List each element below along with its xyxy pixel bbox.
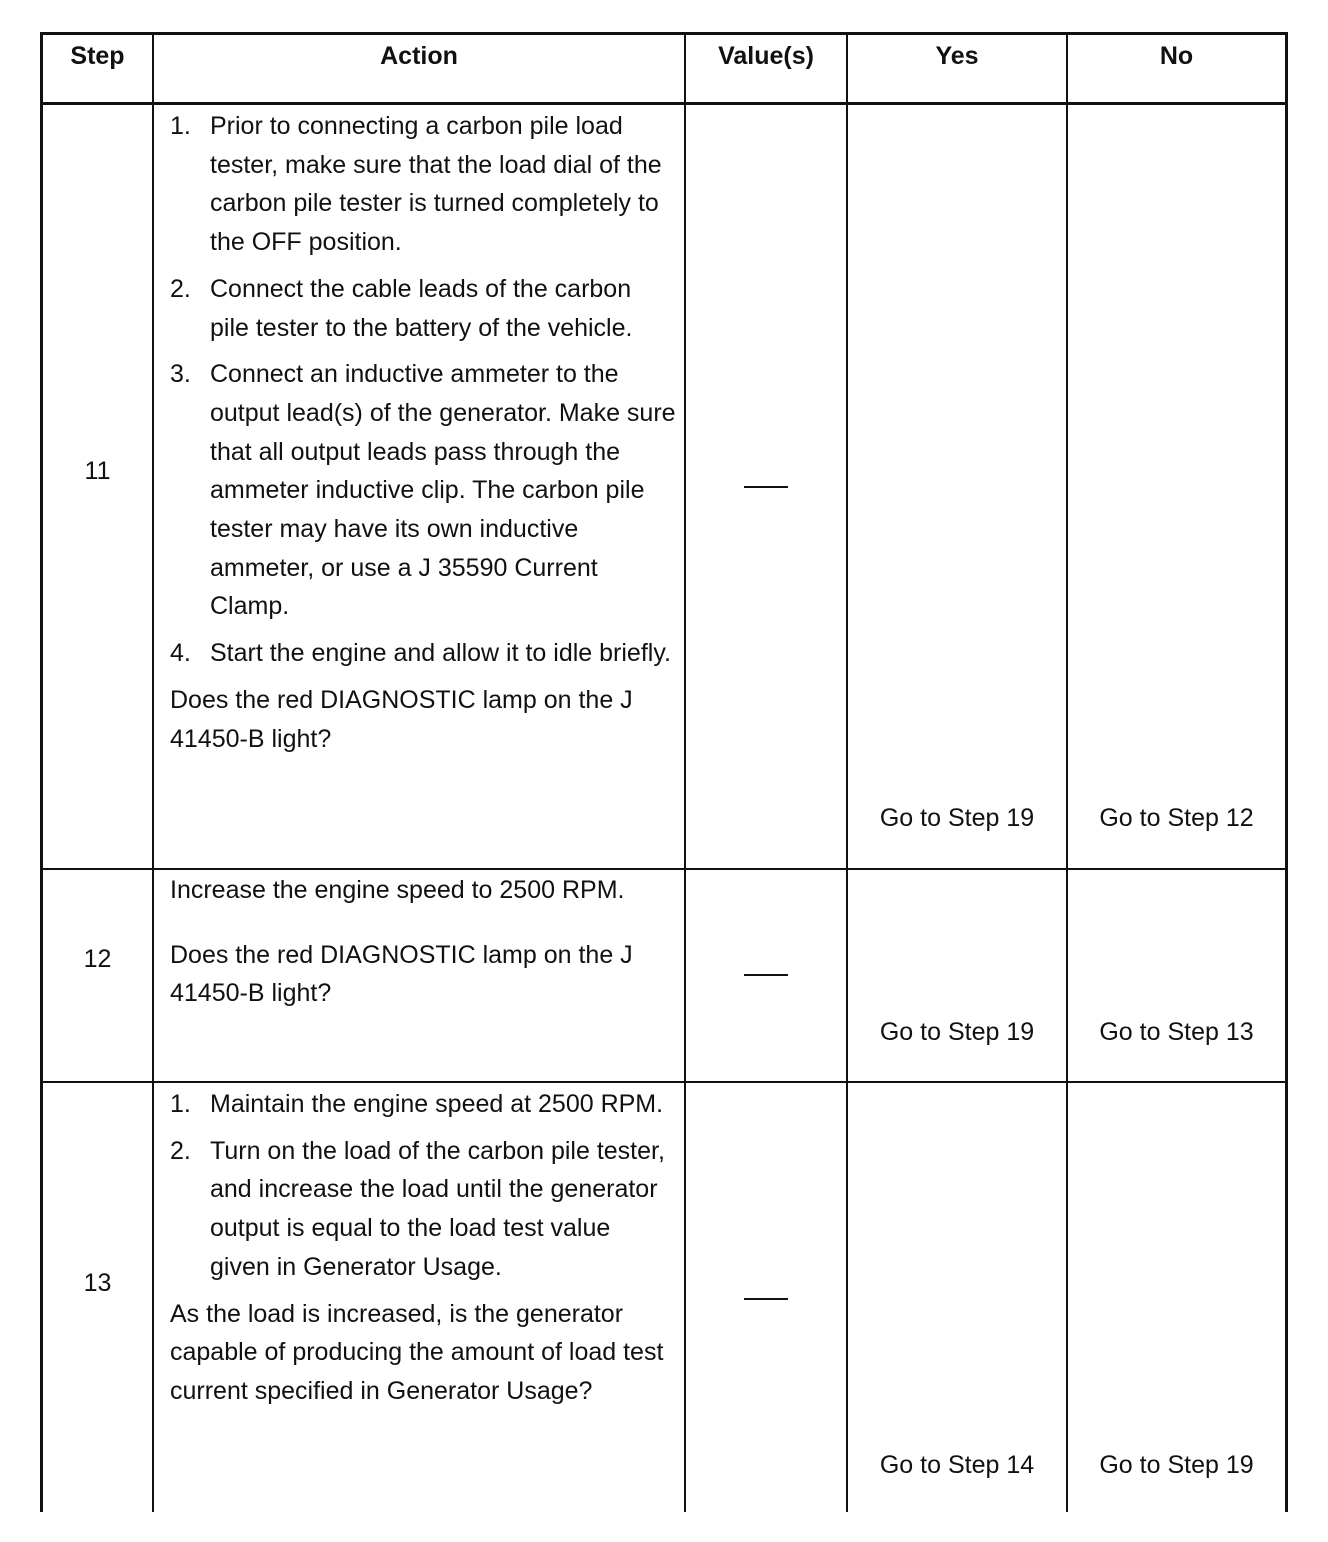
step-number: 13 xyxy=(83,1269,112,1297)
item-number: 1. xyxy=(170,1090,191,1118)
item-text: Turn on the load of the carbon pile tester, and increase the load until the generator output is equal to the load test value given in Generator Usage. xyxy=(210,1136,665,1281)
action-cell xyxy=(154,1085,684,1510)
grid-line xyxy=(1066,32,1068,1512)
yes-go-to-step: Go to Step 19 xyxy=(879,1018,1035,1046)
item-text: Connect an inductive ammeter to the output lead(s) of the generator. Make sure that all output leads pass through the ammeter inductive clip. The carbon pile tester may have its own inductive ammeter, or use a J 35590 Current Clamp. xyxy=(210,360,676,621)
header-step: Step xyxy=(70,42,125,70)
diagnostic-table xyxy=(40,32,1288,1512)
item-number: 3. xyxy=(170,360,191,389)
item-text: Connect the cable leads of the carbon pile tester to the battery of the vehicle. xyxy=(210,274,633,342)
action-cell xyxy=(154,107,684,867)
item-number: 1. xyxy=(170,112,191,140)
step-number: 12 xyxy=(83,945,112,973)
header-yes: Yes xyxy=(935,42,979,70)
item-text: Start the engine and allow it to idle briefly. xyxy=(210,639,671,668)
question-text: As the load is increased, is the generator capable of producing the amount of load test current specified in Generator Usage? xyxy=(170,1299,664,1405)
step-number: 11 xyxy=(84,457,111,485)
item-text: Prior to connecting a carbon pile load tester, make sure that the load dial of the carbon pile tester is turned completely to the OFF position. xyxy=(210,112,662,257)
item-text: Maintain the engine speed at 2500 RPM. xyxy=(210,1090,664,1118)
action-cell xyxy=(154,871,684,1079)
yes-go-to-step: Go to Step 19 xyxy=(879,804,1035,832)
question-text: Does the red DIAGNOSTIC lamp on the J 41450-B light? xyxy=(170,940,633,1008)
value-dash xyxy=(744,974,788,976)
no-go-to-step: Go to Step 13 xyxy=(1099,1018,1254,1046)
action-item xyxy=(170,107,676,262)
grid-line xyxy=(684,32,686,1512)
item-number: 2. xyxy=(170,1136,191,1165)
action-item xyxy=(170,355,676,626)
grid-line xyxy=(40,1081,1288,1083)
action-item xyxy=(170,1132,676,1287)
item-number: 4. xyxy=(170,639,191,668)
header-values: Value(s) xyxy=(718,42,814,70)
yes-go-to-step: Go to Step 14 xyxy=(879,1451,1035,1479)
value-dash xyxy=(744,486,788,488)
value-dash xyxy=(744,1298,788,1300)
item-number: 2. xyxy=(170,274,191,303)
action-item xyxy=(170,270,676,347)
header-action: Action xyxy=(380,42,458,70)
action-item xyxy=(170,634,676,673)
question-text: Does the red DIAGNOSTIC lamp on the J 41450-B light? xyxy=(170,685,633,753)
grid-line xyxy=(40,102,1288,105)
no-go-to-step: Go to Step 19 xyxy=(1099,1451,1254,1479)
action-item xyxy=(170,1085,676,1124)
no-go-to-step: Go to Step 12 xyxy=(1099,804,1254,832)
grid-line xyxy=(846,32,848,1512)
header-no: No xyxy=(1159,42,1194,70)
intro-text: Increase the engine speed to 2500 RPM. xyxy=(170,876,625,904)
grid-line xyxy=(1285,32,1288,1512)
grid-line xyxy=(40,868,1288,870)
